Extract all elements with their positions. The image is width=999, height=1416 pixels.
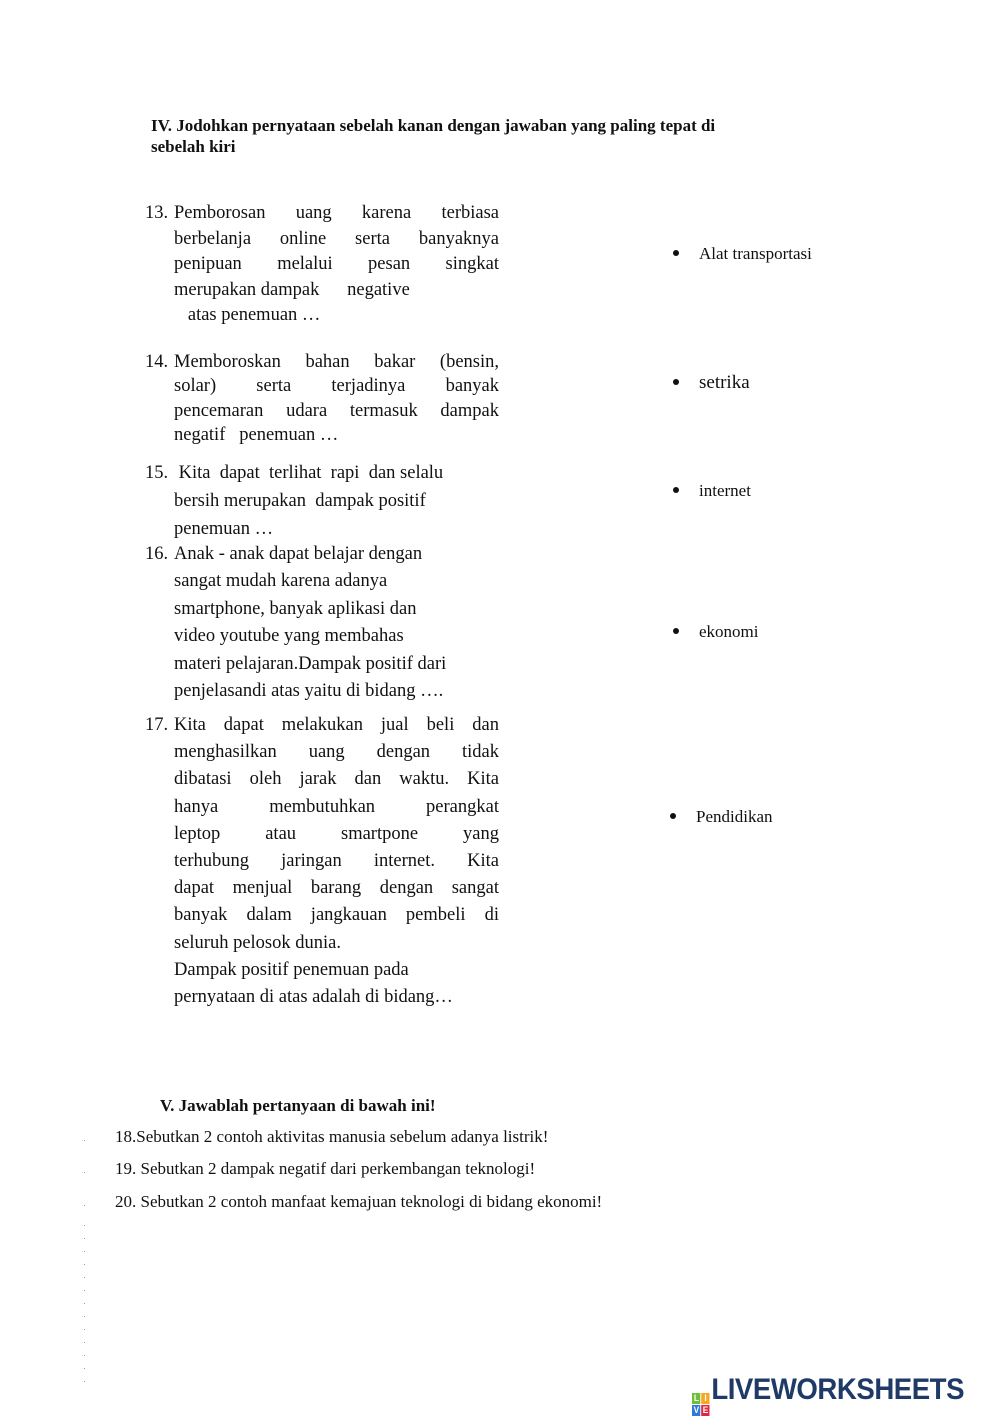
question-19: 19. Sebutkan 2 dampak negatif dari perkembangan teknologi! xyxy=(115,1159,536,1178)
margin-dot xyxy=(84,1290,85,1291)
statement-line: leptop atau smartpone yang xyxy=(174,823,499,844)
margin-dot xyxy=(84,1342,85,1343)
section-5-title: V. Jawablah pertanyaan di bawah ini! xyxy=(160,1096,436,1115)
answer-option xyxy=(670,807,773,827)
answer-option xyxy=(673,244,812,264)
statement-number: 17. xyxy=(145,715,169,735)
statement-line: negatif penemuan … xyxy=(174,424,339,445)
margin-dot xyxy=(84,1238,85,1239)
answer-option xyxy=(673,481,751,501)
statement-line: Anak - anak dapat belajar dengan xyxy=(174,544,423,564)
statement-line: penemuan … xyxy=(174,519,274,539)
statement-line: terhubung jaringan internet. Kita xyxy=(174,851,499,872)
margin-dot xyxy=(84,1140,85,1141)
statement-line: Kita dapat terlihat rapi dan selalu xyxy=(174,463,444,483)
margin-dot xyxy=(84,1368,85,1369)
margin-dot xyxy=(84,1316,85,1317)
bullet-icon xyxy=(673,250,679,256)
statement-number: 14. xyxy=(145,352,169,372)
margin-dot xyxy=(84,1251,85,1252)
statement-line: materi pelajaran.Dampak positif dari xyxy=(174,653,447,674)
bullet-icon xyxy=(673,379,679,385)
statement-line: berbelanja online serta banyaknya xyxy=(174,228,499,249)
bullet-icon xyxy=(673,487,679,493)
statement-line: penipuan melalui pesan singkat xyxy=(174,254,499,274)
statement-line: Memboroskan bahan bakar (bensin, xyxy=(174,352,499,372)
margin-dot xyxy=(84,1355,85,1356)
liveworksheets-logo xyxy=(692,1373,964,1416)
section-4-title-line1: IV. Jodohkan pernyataan sebelah kanan dengan jawaban yang paling tepat di xyxy=(151,116,716,135)
statement-line: pernyataan di atas adalah di bidang… xyxy=(174,987,453,1008)
answer-option xyxy=(673,372,750,394)
answer-option-label: internet xyxy=(699,481,751,500)
margin-dot xyxy=(84,1205,85,1206)
statement-line: merupakan dampak negative xyxy=(174,279,410,300)
logo-letter-tile: V xyxy=(693,1405,699,1415)
logo-letter-tile: I xyxy=(701,1393,709,1404)
margin-dot xyxy=(84,1303,85,1304)
logo-text: LIVEWORKSHEETS xyxy=(711,1373,965,1406)
bullet-icon xyxy=(673,628,679,634)
question-18: 18.Sebutkan 2 contoh aktivitas manusia sebelum adanya listrik! xyxy=(115,1127,549,1146)
statement-line: Dampak positif penemuan pada xyxy=(174,959,409,980)
statement-line: seluruh pelosok dunia. xyxy=(174,932,341,953)
statement-line: penjelasandi atas yaitu di bidang …. xyxy=(174,681,444,702)
statement-number: 15. xyxy=(145,463,169,483)
statement-line: video youtube yang membahas xyxy=(174,626,404,647)
answer-option-label: Pendidikan xyxy=(696,807,773,826)
statement-line: dapat menjual barang dengan sangat xyxy=(174,878,499,899)
statement-line: banyak dalam jangkauan pembeli di xyxy=(174,905,499,926)
margin-dot xyxy=(84,1225,85,1226)
statement-number: 16. xyxy=(145,544,169,564)
statement-line: atas penemuan … xyxy=(174,305,321,325)
margin-dot xyxy=(84,1277,85,1278)
statement-line: Pemborosan uang karena terbiasa xyxy=(174,203,499,223)
answer-option-label: setrika xyxy=(699,372,750,393)
statement-line: sangat mudah karena adanya xyxy=(174,571,388,592)
statement-line: Kita dapat melakukan jual beli dan xyxy=(174,715,499,735)
margin-dot xyxy=(84,1264,85,1265)
section-4-title-line2: sebelah kiri xyxy=(151,137,236,156)
statement-line: bersih merupakan dampak positif xyxy=(174,491,426,511)
statement-line: pencemaran udara termasuk dampak xyxy=(174,400,499,421)
margin-dot xyxy=(84,1329,85,1330)
answer-option xyxy=(673,622,759,642)
question-20: 20. Sebutkan 2 contoh manfaat kemajuan teknologi di bidang ekonomi! xyxy=(115,1192,603,1211)
bullet-icon xyxy=(670,813,676,819)
statement-number: 13. xyxy=(145,203,169,223)
logo-letter-tile: L xyxy=(693,1393,699,1403)
logo-letter-tile: E xyxy=(702,1405,708,1415)
answer-option-label: ekonomi xyxy=(699,622,759,641)
answer-option-label: Alat transportasi xyxy=(699,244,812,263)
statement-line: menghasilkan uang dengan tidak xyxy=(174,742,499,763)
statement-line: hanya membutuhkan perangkat xyxy=(174,796,499,817)
margin-dot xyxy=(84,1172,85,1173)
statement-line: solar) serta terjadinya banyak xyxy=(174,376,499,397)
margin-dot xyxy=(84,1381,85,1382)
statement-line: smartphone, banyak aplikasi dan xyxy=(174,598,417,619)
statement-line: dibatasi oleh jarak dan waktu. Kita xyxy=(174,769,499,790)
